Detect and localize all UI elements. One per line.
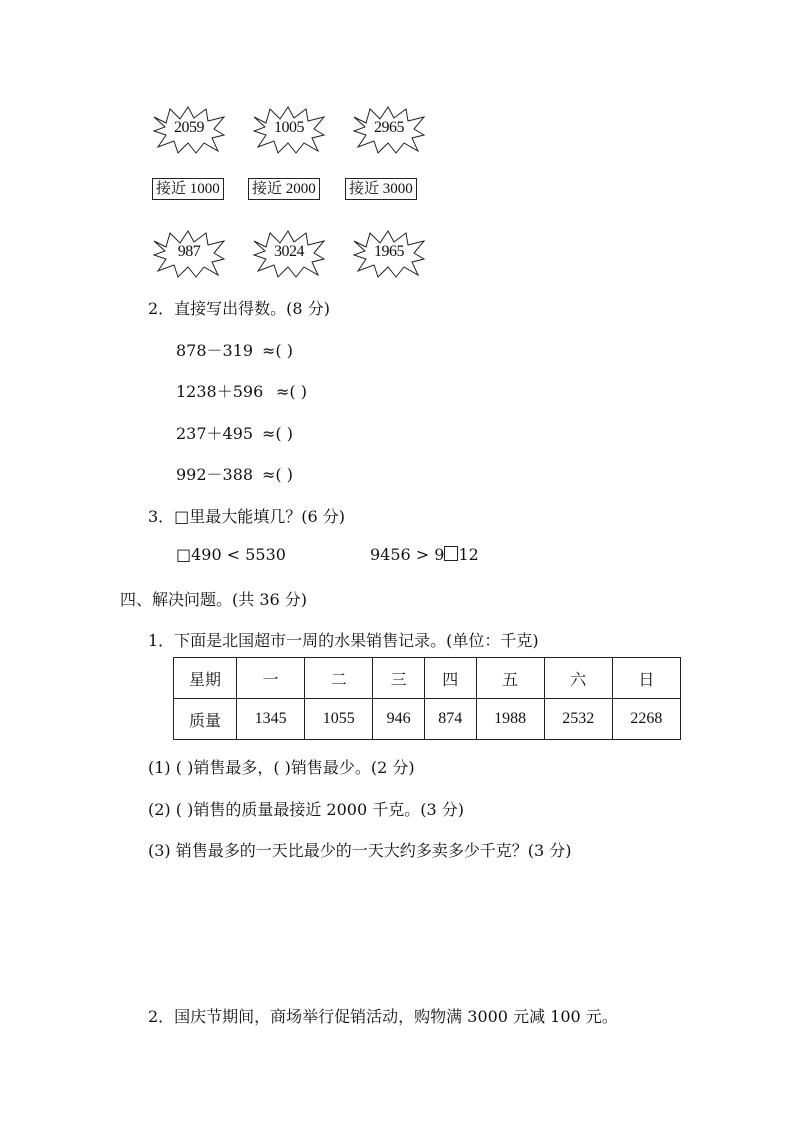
table-cell: 2532 — [544, 699, 612, 740]
q2-expr: 992－388 — [176, 465, 254, 484]
q2-item — [176, 421, 293, 444]
table-cell: 二 — [305, 658, 373, 699]
s4-q1-title: 1．下面是北国超市一周的水果销售记录。(单位：千克) — [148, 631, 539, 650]
q2-answer-blank: ≈( ) — [262, 341, 293, 360]
burst-number: 1005 — [274, 119, 304, 136]
q3-right-inequality — [370, 545, 479, 564]
table-row — [174, 699, 681, 740]
table-cell: 874 — [424, 699, 476, 740]
q2-answer-blank: ≈( ) — [276, 382, 307, 401]
number-burst — [152, 229, 226, 279]
table-cell: 三 — [373, 658, 425, 699]
table-cell: 六 — [544, 658, 612, 699]
approx-tag: 接近 3000 — [345, 178, 417, 200]
q2-expr: 237＋495 — [176, 424, 254, 443]
table-cell: 四 — [424, 658, 476, 699]
s4-q1-sub1: (1) ( )销售最多，( )销售最少。(2 分) — [148, 758, 415, 777]
q3-title: 3．□里最大能填几？(6 分) — [148, 507, 346, 526]
q2-answer-blank: ≈( ) — [262, 465, 293, 484]
number-burst — [252, 229, 326, 279]
s4-q2-text: 2．国庆节期间，商场举行促销活动，购物满 3000 元减 100 元。 — [148, 1007, 618, 1026]
q2-item — [176, 338, 293, 361]
approx-tag: 接近 1000 — [152, 178, 224, 200]
s4-q1-sub2: (2) ( )销售的质量最接近 2000 千克。(3 分) — [148, 800, 464, 819]
table-cell: 五 — [476, 658, 544, 699]
q2-answer-blank: ≈( ) — [262, 424, 293, 443]
table-cell: 2268 — [612, 699, 680, 740]
table-cell: 1055 — [305, 699, 373, 740]
burst-number: 2059 — [174, 119, 204, 136]
table-cell: 1345 — [237, 699, 305, 740]
number-burst — [352, 105, 426, 155]
s4-q1-sub3: (3) 销售最多的一天比最少的一天大约多卖多少千克？(3 分) — [148, 841, 572, 860]
table-row-label: 星期 — [174, 658, 237, 699]
table-cell: 946 — [373, 699, 425, 740]
q2-expr: 878－319 — [176, 341, 254, 360]
number-burst — [352, 229, 426, 279]
q3-left-inequality: □490 < 5530 — [176, 545, 286, 564]
q2-item — [176, 462, 293, 485]
sales-table — [173, 657, 681, 740]
table-cell: 1988 — [476, 699, 544, 740]
burst-number: 3024 — [274, 243, 304, 260]
table-cell: 一 — [237, 658, 305, 699]
table-row — [174, 658, 681, 699]
q2-title: 2．直接写出得数。(8 分) — [148, 299, 330, 318]
burst-number: 987 — [177, 243, 201, 260]
q3-right-part: 9456 > 9 — [370, 545, 445, 564]
approx-tag: 接近 2000 — [248, 178, 320, 200]
table-cell: 日 — [612, 658, 680, 699]
burst-number: 1965 — [374, 243, 404, 260]
section4-title: 四、解决问题。(共 36 分) — [120, 590, 308, 609]
number-burst — [152, 105, 226, 155]
number-burst — [252, 105, 326, 155]
burst-number: 2965 — [374, 119, 404, 136]
q3-right-part: 12 — [458, 545, 479, 564]
q2-item — [176, 379, 307, 402]
q2-expr: 1238＋596 — [176, 382, 264, 401]
blank-box — [444, 546, 458, 561]
table-row-label: 质量 — [174, 699, 237, 740]
